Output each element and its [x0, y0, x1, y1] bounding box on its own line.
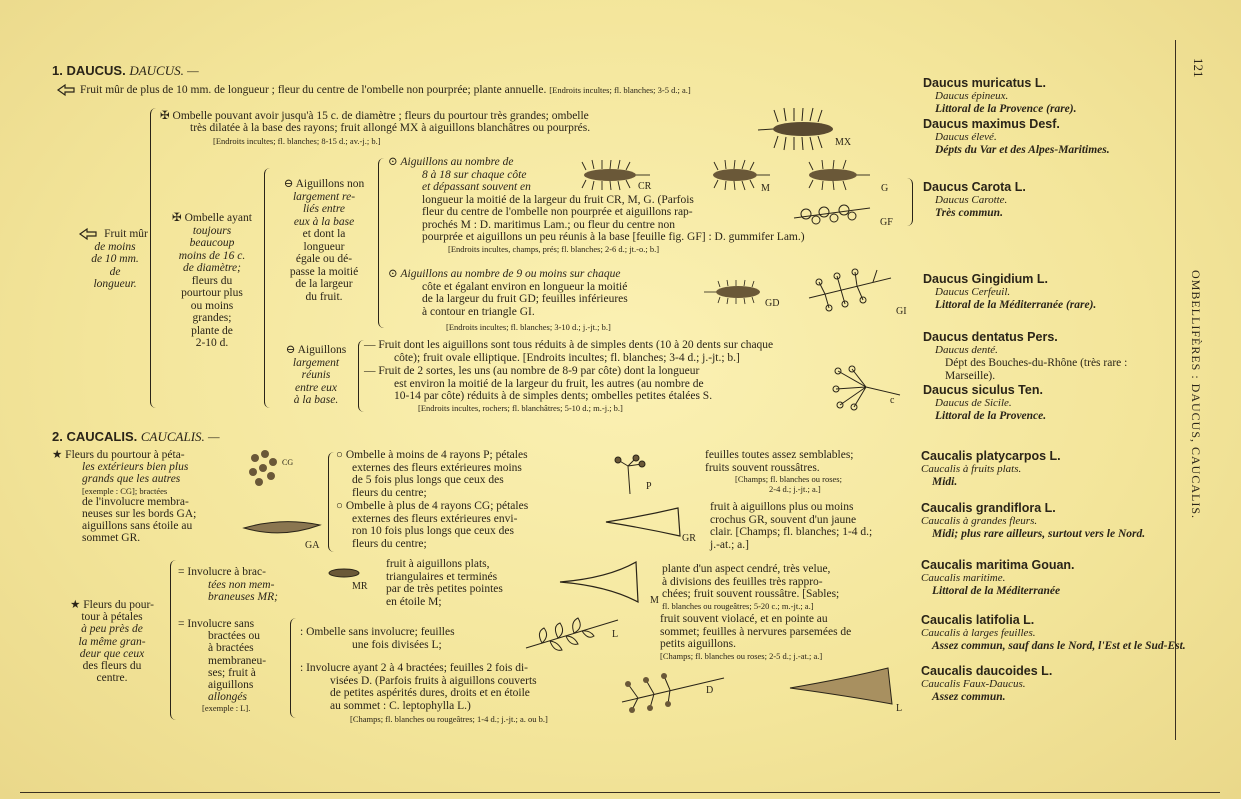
key-symbol-icon — [56, 84, 76, 96]
fruit-m-figure — [700, 160, 770, 190]
gingidium-desc: ⊙ Aiguillons au nombre de 9 ou moins sur chaque côte et égalant environ en longueur la moitié de la largeur du fruit GD; feuilles inférieures à contour en triangle GI. [Endroits incultes; fl. blanches; 3-10 d.; j.-jt.; b.] — [388, 268, 628, 332]
fig-label-d: D — [706, 685, 714, 696]
species-carota: Daucus Carota L. — [923, 180, 1026, 194]
maritima-right: plante d'un aspect cendré, très velue, à divisions des feuilles très rappro- chées; fruit souvent roussâtre. [Sables; fl. blanches ou rougeâtres; 5-20 c.; m.-jt.; a.] — [662, 563, 840, 611]
fruit-l2-figure — [788, 666, 898, 706]
fleurs-petits: ★ Fleurs du pour- tour à pétales à peu près de la même gran- deur que ceux des fleurs du centre. — [70, 599, 154, 685]
ombelle-ayant: ✠ Ombelle ayant toujours beaucoup moins de 16 c. de diamètre; fleurs du pourtour plus ou moins grandes; plante de 2-10 d. — [172, 212, 252, 349]
brace — [378, 158, 385, 328]
species-grandiflora: Caucalis grandiflora L. — [921, 501, 1056, 515]
brace — [170, 560, 177, 720]
region-latifolia: Assez commun, sauf dans le Nord, l'Est et le Sud-Est. — [932, 640, 1186, 652]
fig-label-l: L — [612, 629, 619, 640]
running-head: OMBELLIFÈRES : DAUCUS, CAUCALIS. — [1189, 270, 1203, 520]
grandiflora-right: fruit à aiguillons plus ou moins crochus GR, souvent d'un jaune clair. [Champs; fl. blanches; 1-4 d.; j.-at.; a.] — [710, 501, 873, 551]
bract-ga-figure — [242, 517, 322, 539]
region-siculus: Littoral de la Provence. — [935, 410, 1047, 422]
fig-label-cr: CR — [638, 181, 652, 192]
dentatus-desc: — Fruit dont les aiguillons sont tous réduits à de simples dents (10 à 20 dents sur chaque côte); fruit ovale elliptique. [Endroits incultes; fl. blanches; 3-4 d.; j.-jt.; b.] — [364, 339, 774, 364]
fig-label-gi: GI — [896, 306, 907, 317]
page-number: 121 — [1191, 58, 1206, 78]
flower-cg-figure — [243, 448, 293, 488]
margin-rule — [1175, 40, 1176, 740]
maximus-desc2: très dilatée à la base des rayons; fruit allongé MX à aiguillons blanchâtres ou pourprés. — [190, 122, 591, 134]
fig-label-gr: GR — [682, 533, 696, 544]
common-platycarpos: Caucalis à fruits plats. — [921, 463, 1022, 475]
region-gingidium: Littoral de la Méditerranée (rare). — [935, 299, 1097, 311]
species-latifolia: Caucalis latifolia L. — [921, 613, 1035, 627]
maximus-desc: ✠ Ombelle pouvant avoir jusqu'à 15 c. de diamètre ; fleurs du pourtour très grandes; ombelle — [160, 110, 589, 122]
species-maritima: Caucalis maritima Gouan. — [921, 558, 1075, 572]
fig-label-gd: GD — [765, 298, 780, 309]
latifolia-right: fruit souvent violacé, et en pointe au sommet; feuilles à nervures parsemées de petits aiguillons. [Champs; fl. blanches ou roses; 2-5 d.; j.-at.; a.] — [660, 613, 852, 661]
daucus-intro: Fruit mûr de plus de 10 mm. de longueur ; fleur du centre de l'ombelle non pourprée; plante annuelle. [Endroits incultes; fl. blanches; 3-5 d.; a.] — [80, 84, 691, 96]
region-muricatus: Littoral de la Provence (rare). — [935, 103, 1077, 115]
species-platycarpos: Caucalis platycarpos L. — [921, 449, 1061, 463]
fruit-g-figure — [795, 160, 870, 190]
common-dentatus: Daucus denté. — [935, 344, 998, 356]
daucus-number: 1. DAUCUS. — [52, 63, 126, 78]
fig-label-l2: L — [896, 703, 903, 714]
common-maritima: Caucalis maritime. — [921, 572, 1006, 584]
fig-label-g: G — [881, 183, 889, 194]
involucre-non: = Involucre à brac- tées non mem- braneuses MR; — [178, 566, 278, 603]
caucalis-heading — [52, 429, 220, 445]
leaf-l-figure — [522, 614, 622, 654]
latifolia-desc: : Ombelle sans involucre; feuilles une fois divisées L; — [300, 626, 455, 651]
bottom-rule — [20, 792, 1220, 793]
daucus-heading — [52, 63, 199, 79]
region-grandiflora: Midi; plus rare ailleurs, surtout vers le Nord. — [932, 528, 1146, 540]
fig-label-mx: MX — [835, 137, 852, 148]
aiguillons-largement: ⊖ Aiguillons largement réunis entre eux à la base. — [285, 344, 347, 406]
brace — [290, 618, 297, 718]
grandiflora-desc: ○ Ombelle à plus de 4 rayons CG; pétales externes des fleurs extérieures envi- ron 10 fois plus longs que ceux des fleurs du centre; — [336, 500, 529, 550]
maximus-habitat: [Endroits incultes; fl. blanches; 8-15 d.; av.-j.; b.] — [213, 136, 381, 146]
caucalis-number: 2. CAUCALIS. — [52, 429, 138, 444]
species-dentatus: Daucus dentatus Pers. — [923, 330, 1058, 344]
brace — [150, 108, 157, 408]
region-dentatus: Dépt des Bouches-du-Rhône (très rare : Marseille). — [945, 357, 1128, 382]
common-daucoides: Caucalis Faux-Daucus. — [921, 678, 1026, 690]
daucoides-desc: : Involucre ayant 2 à 4 bractées; feuilles 2 fois di- visées D. (Parfois fruits à aiguillons couverts de petites aspérités dures, droits et en étoile au sommet : C. leptophylla L.) [Champs; fl. blanches ou rougeâtres; 1-4 d.; j.-jt.; a. ou b.] — [300, 662, 548, 724]
platycarpos-desc: ○ Ombelle à moins de 4 rayons P; pétales externes des fleurs extérieures moins de 5 fois plus longs que ceux des fleurs du centre; — [336, 449, 528, 499]
leaf-gf-figure — [792, 198, 872, 230]
region-daucoides: Assez commun. — [932, 691, 1006, 703]
fig-label-cg: CG — [282, 458, 294, 467]
fig-label-m: M — [761, 183, 770, 194]
common-grandiflora: Caucalis à grandes fleurs. — [921, 515, 1038, 527]
fruit-gd-figure — [704, 278, 774, 306]
common-gingidium: Daucus Cerfeuil. — [935, 286, 1011, 298]
region-platycarpos: Midi. — [932, 476, 958, 488]
caucalis-italic: CAUCALIS. — — [140, 429, 220, 444]
region-carota: Très commun. — [935, 207, 1003, 219]
aiguillons-non: ⊖ Aiguillons non largement re- liés entre eux à la base et dont la longueur égale ou dé- passe la moitié de la largeur du fruit. — [283, 178, 365, 303]
fruit-mur-label: Fruit mûr de moins de 10 mm. de longueur. — [91, 228, 148, 290]
common-carota: Daucus Carotte. — [935, 194, 1008, 206]
leaf-gi-figure — [805, 268, 895, 316]
species-muricatus: Daucus muricatus L. — [923, 76, 1046, 90]
common-muricatus: Daucus épineux. — [935, 90, 1009, 102]
platycarpos-right: feuilles toutes assez semblables; fruits souvent roussâtres. [Champs; fl. blanches ou roses; 2-4 d.; j.-jt.; a.] — [705, 449, 854, 494]
fig-label-p: P — [646, 481, 652, 492]
brace — [907, 178, 913, 226]
daucus-italic: DAUCUS. — — [129, 63, 199, 78]
region-maritima: Littoral de la Méditerranée — [932, 585, 1061, 597]
common-latifolia: Caucalis à larges feuilles. — [921, 627, 1036, 639]
involucre-sans: = Involucre sans bractées ou à bractées membraneu- ses; fruit à aiguillons allongés [exemple : L]. — [178, 618, 267, 714]
fruit-gr-figure — [604, 506, 684, 542]
fig-label-s: c — [890, 395, 895, 406]
species-gingidium: Daucus Gingidium L. — [923, 272, 1049, 286]
fig-label-m2: M — [650, 595, 659, 606]
fig-label-gf: GF — [880, 217, 893, 228]
common-siculus: Daucus de Sicile. — [935, 397, 1012, 409]
fruit-mr-figure — [326, 566, 362, 580]
region-maximus: Dépts du Var et des Alpes-Maritimes. — [935, 144, 1110, 156]
fleurs-grands: ★ Fleurs du pourtour à péta- les extérieurs bien plus grands que les autres [exemple : CG]; bractées de l'involucre membra- neuses sur les bords GA; aiguillons sans étoile au sommet GR. — [52, 449, 197, 545]
species-daucoides: Caucalis daucoides L. — [921, 664, 1053, 678]
species-maximus: Daucus maximus Desf. — [923, 117, 1060, 131]
siculus-desc: — Fruit de 2 sortes, les uns (au nombre de 8-9 par côte) dont la longueur est environ la moitié de la largeur du fruit, les autres (au nombre de 10-14 par côte) réduits à de simples dents; ombelles petites étalées S. [Endroits incultes, rochers; fl. blanchâtres; 5-10 d.; m.-j.; b.] — [364, 365, 713, 413]
carota-desc: ⊙ Aiguillons au nombre de 8 à 18 sur chaque côte et dépassant souvent en longueur la moitié de la largeur du fruit CR, M, G. (Parfois fleur du centre de l'ombelle non pourprée et aiguillons rap- prochés M : D. maritimus Lam.; ou fleur du centre non pourprée et aiguillons un peu réunis à la base [feuille fig. GF] : D. gummifer Lam.) [Endroits incultes, champs, prés; fl. blanches; 2-6 d.; jt.-o.; b.] — [388, 156, 805, 254]
maritima-fruit: fruit à aiguillons plats, triangulaires et terminés par de très petites pointes en étoile M; — [386, 558, 503, 608]
common-maximus: Daucus élevé. — [935, 131, 997, 143]
fruit-m2-figure — [558, 560, 658, 604]
fig-label-mr: MR — [352, 581, 368, 592]
fig-label-ga: GA — [305, 540, 320, 551]
brace — [328, 452, 335, 552]
species-siculus: Daucus siculus Ten. — [923, 383, 1043, 397]
